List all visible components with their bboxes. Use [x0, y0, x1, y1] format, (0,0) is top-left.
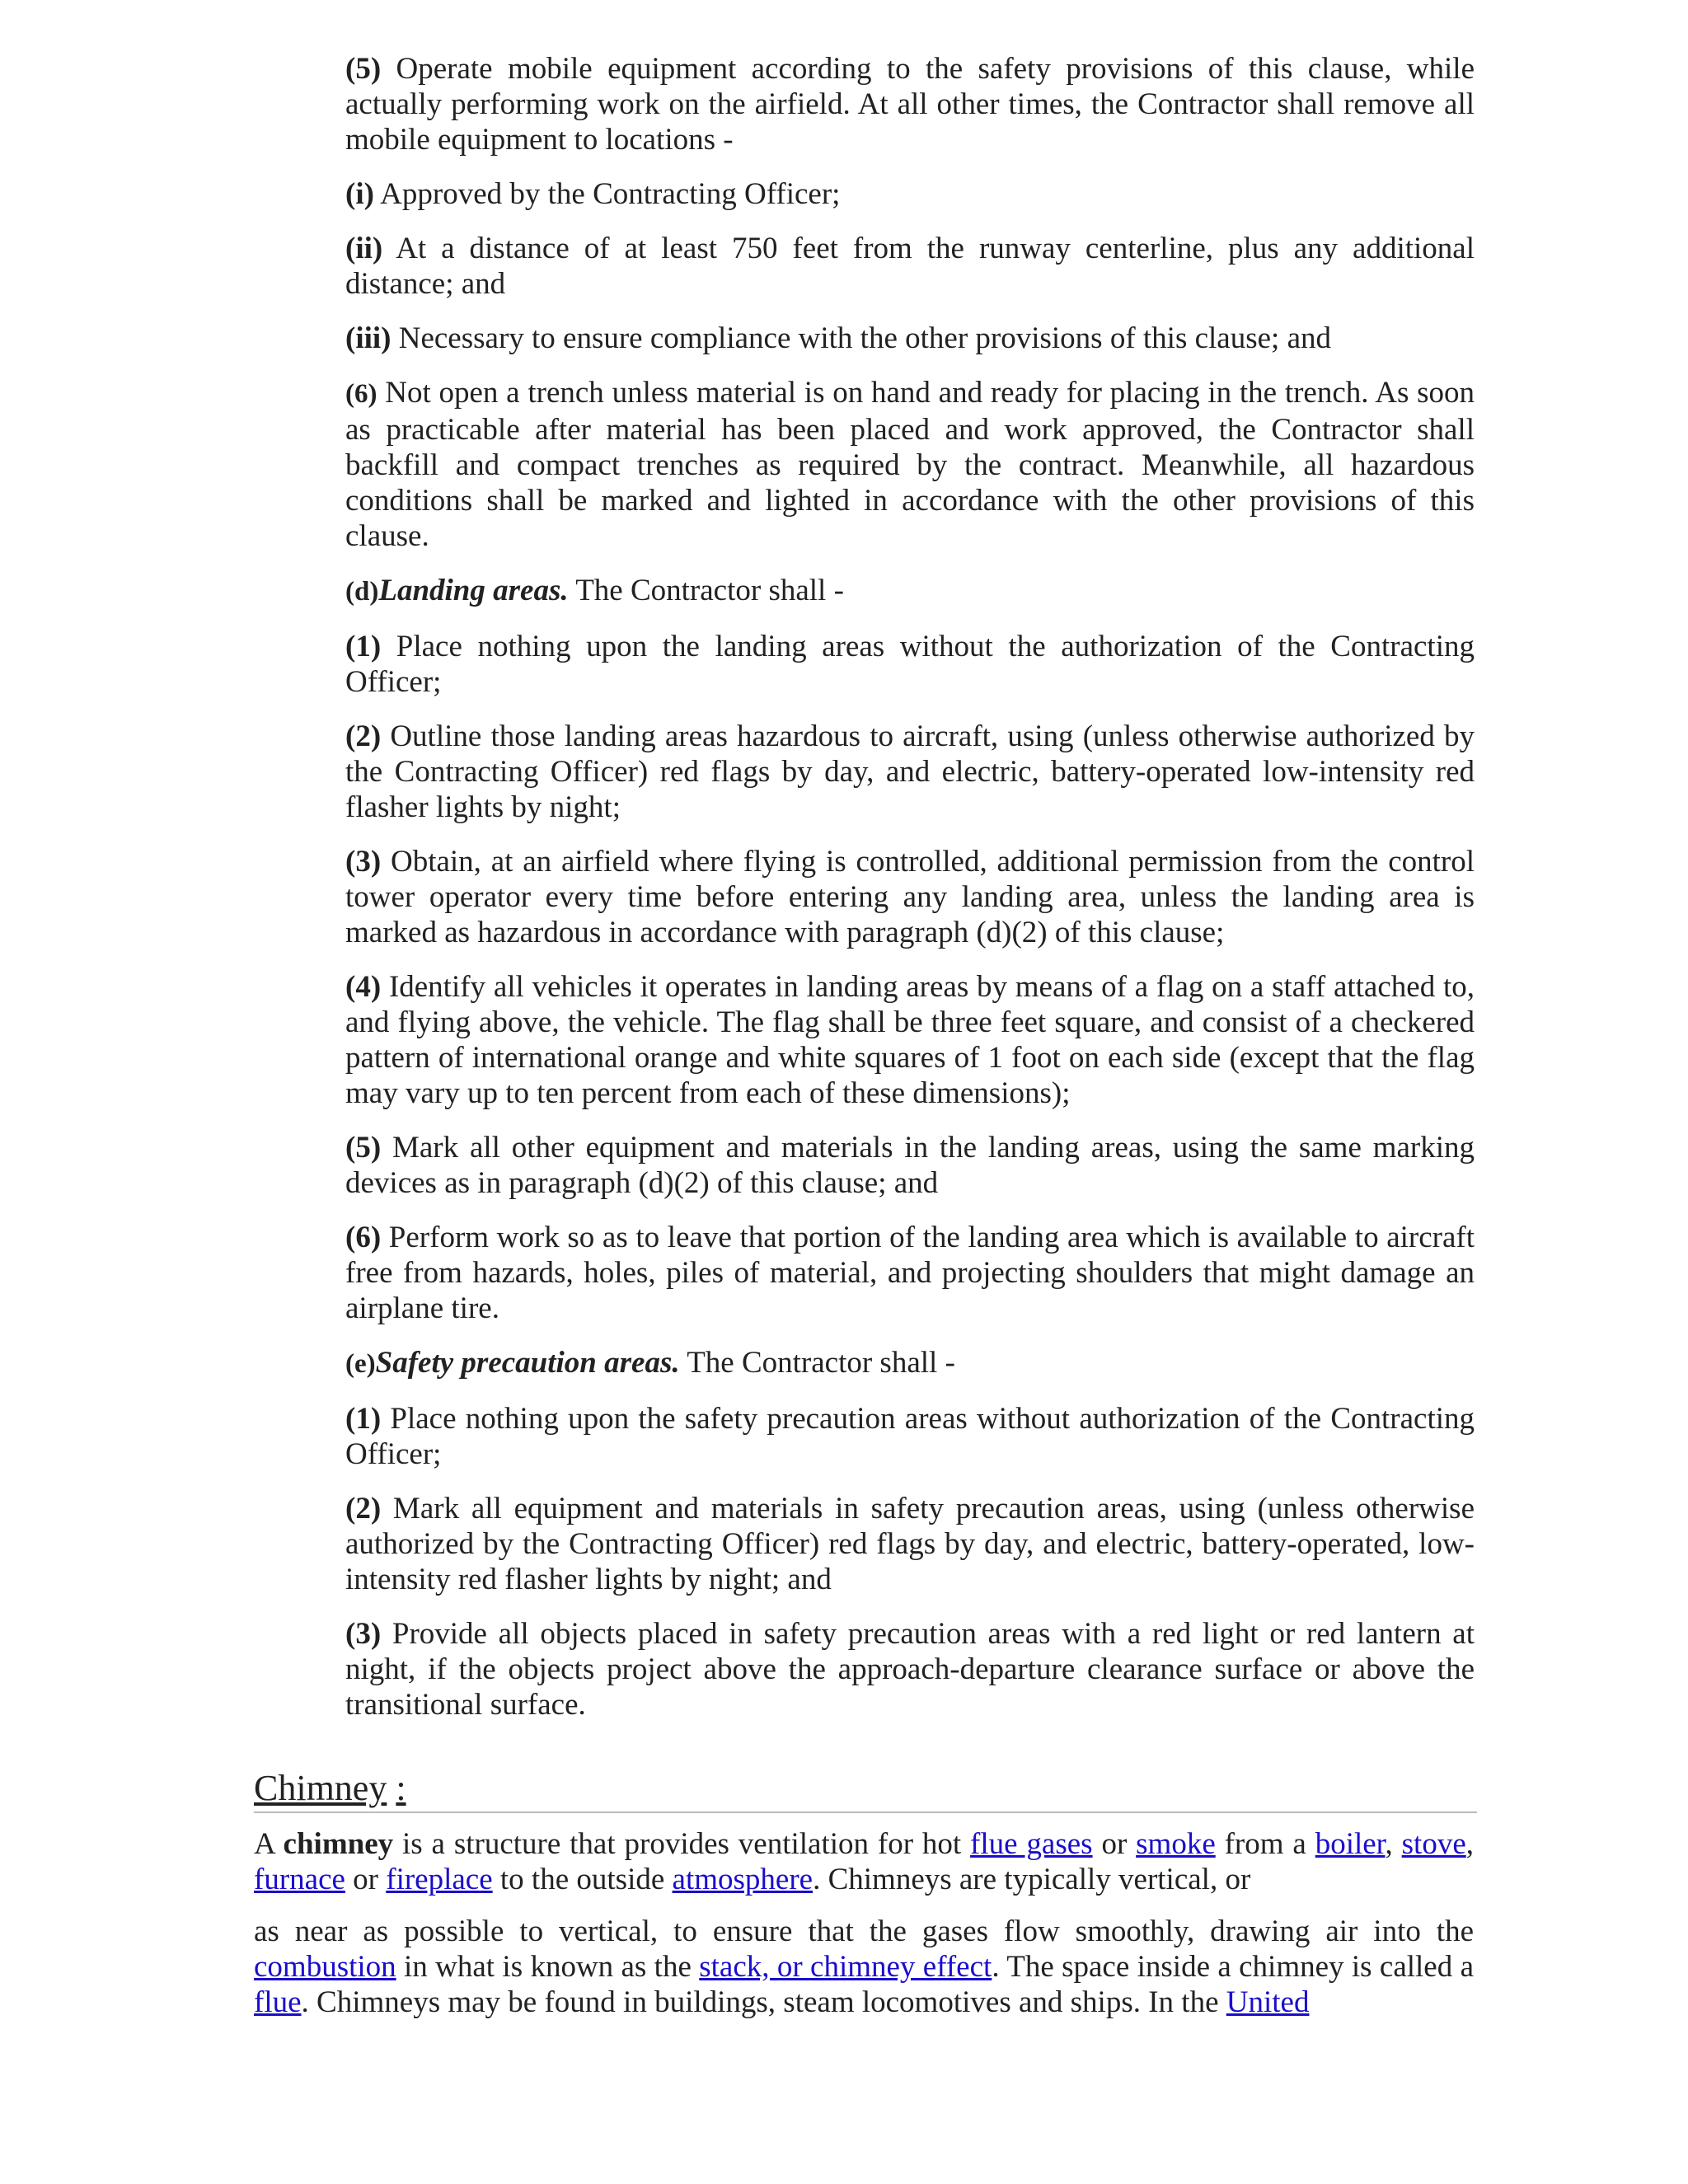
section-letter: (e): [345, 1349, 376, 1379]
paragraph-d4: [345, 969, 1475, 1111]
text-run: . Chimneys may be found in buildings, steam locomotives and ships. In the: [301, 1985, 1226, 2019]
paragraph-text: At a distance of at least 750 feet from the runway centerline, plus any additional distance; and: [345, 232, 1475, 301]
chimney-paragraph-2: [254, 1914, 1474, 2020]
paragraph-number: (1): [345, 630, 382, 663]
paragraph-text: Necessary to ensure compliance with the other provisions of this clause; and: [398, 321, 1331, 355]
paragraph-ci: [345, 176, 1475, 212]
paragraph-d5: [345, 1130, 1475, 1201]
link-smoke[interactable]: smoke: [1136, 1827, 1216, 1861]
chimney-paragraph-1: [254, 1826, 1474, 1897]
paragraph-number: (6): [345, 379, 377, 409]
paragraph-text: Provide all objects placed in safety precaution areas with a red light or red lantern at night, if the objects project above the approach-departure clearance surface or above the transitional surface.: [345, 1617, 1475, 1722]
paragraph-d1: [345, 629, 1475, 700]
link-united[interactable]: United: [1226, 1985, 1310, 2019]
chimney-article: [254, 1826, 1474, 2036]
paragraph-e2: [345, 1491, 1475, 1597]
section-intro: The Contractor shall -: [687, 1346, 955, 1380]
link-flue[interactable]: flue: [254, 1985, 302, 2019]
paragraph-e3: [345, 1616, 1475, 1722]
paragraph-number: (2): [345, 1492, 382, 1526]
paragraph-number: (2): [345, 719, 382, 753]
paragraph-number: (6): [345, 1221, 382, 1254]
chimney-heading-text: Chimney: [254, 1768, 387, 1808]
chimney-heading-colon: :: [396, 1768, 406, 1808]
text-run: or: [1092, 1827, 1137, 1861]
paragraph-text: Obtain, at an airfield where flying is controlled, additional permission from the control tower operator every time before entering any landing area, unless the landing area is marked as hazardous in accordance with paragraph (d)(2) of this clause;: [345, 845, 1475, 949]
section-heading: Safety precaution areas.: [375, 1346, 680, 1380]
paragraph-d3: [345, 844, 1475, 950]
link-stack-effect[interactable]: stack, or chimney effect: [699, 1950, 992, 1984]
section-e-safety-precaution-areas: [345, 1345, 1475, 1382]
text-run: is a structure that provides ventilation for hot: [393, 1827, 971, 1861]
paragraph-cii: [345, 231, 1475, 302]
paragraph-number: (4): [345, 970, 382, 1004]
paragraph-number: (i): [345, 177, 374, 211]
link-combustion[interactable]: combustion: [254, 1950, 396, 1984]
text-run: ,: [1465, 1827, 1474, 1861]
paragraph-ciii: [345, 321, 1475, 356]
link-flue-gases[interactable]: flue gases: [970, 1827, 1093, 1861]
clause-text: [345, 51, 1475, 1741]
section-heading: Landing areas.: [378, 574, 569, 607]
text-run: from a: [1215, 1827, 1315, 1861]
link-furnace[interactable]: furnace: [254, 1863, 345, 1896]
text-run: . Chimneys are typically vertical, or: [813, 1863, 1251, 1896]
paragraph-e1: [345, 1401, 1475, 1472]
paragraph-text: Mark all other equipment and materials in the landing areas, using the same marking devices as in paragraph (d)(2) of this clause; and: [345, 1131, 1475, 1200]
text-run: in what is known as the: [396, 1950, 700, 1984]
paragraph-text: Identify all vehicles it operates in landing areas by means of a flag on a staff attached to, and flying above, the vehicle. The flag shall be three feet square, and consist of a checkered pattern of international orange and white squares of 1 foot on each side (except that the flag may vary up to ten percent from each of these dimensions);: [345, 970, 1475, 1110]
text-run: A: [254, 1827, 284, 1861]
text-run: or: [345, 1863, 387, 1896]
text-run: to the outside: [492, 1863, 673, 1896]
section-intro: The Contractor shall -: [575, 574, 844, 607]
paragraph-number: (3): [345, 1617, 382, 1651]
text-run: ,: [1385, 1827, 1402, 1861]
paragraph-text: Operate mobile equipment according to the safety provisions of this clause, while actually performing work on the airfield. At all other times, the Contractor shall remove all mobile equipment to locations -: [345, 52, 1475, 157]
paragraph-number: (5): [345, 1131, 382, 1165]
paragraph-number: (5): [345, 52, 382, 86]
paragraph-number: (3): [345, 845, 382, 879]
paragraph-c5: [345, 51, 1475, 157]
paragraph-text: Mark all equipment and materials in safety precaution areas, using (unless otherwise authorized by the Contracting Officer) red flags by day, and electric, battery-operated, low-intensity red flasher lights by night; and: [345, 1492, 1475, 1596]
link-stove[interactable]: stove: [1401, 1827, 1466, 1861]
section-letter: (d): [345, 577, 379, 607]
paragraph-text: Outline those landing areas hazardous to aircraft, using (unless otherwise authorized by the Contracting Officer) red flags by day, and electric, battery-operated low-intensity red flasher lights by night;: [345, 719, 1475, 824]
paragraph-d2: [345, 719, 1475, 825]
paragraph-number: (iii): [345, 321, 392, 355]
chimney-heading: [254, 1765, 1477, 1813]
paragraph-text: Place nothing upon the safety precaution areas without authorization of the Contracting Officer;: [345, 1402, 1475, 1471]
link-fireplace[interactable]: fireplace: [386, 1863, 493, 1896]
paragraph-text: Approved by the Contracting Officer;: [380, 177, 841, 211]
section-d-landing-areas: [345, 573, 1475, 610]
link-boiler[interactable]: boiler: [1315, 1827, 1386, 1861]
paragraph-text: Perform work so as to leave that portion of the landing area which is available to aircraft free from hazards, holes, piles of material, and projecting shoulders that might damage an airplane tire.: [345, 1221, 1475, 1325]
text-run: as near as possible to vertical, to ensure that the gases flow smoothly, drawing air into the: [254, 1915, 1474, 1948]
paragraph-text: Place nothing upon the landing areas without the authorization of the Contracting Officer;: [345, 630, 1475, 699]
paragraph-number: (ii): [345, 232, 383, 265]
paragraph-text: Not open a trench unless material is on hand and ready for placing in the trench. As soon as practicable after material has been placed and work approved, the Contractor shall backfill and compact trenches as required by the contract. Meanwhile, all hazardous conditions shall be marked and lighted in accordance with the other provisions of this clause.: [345, 376, 1475, 553]
link-atmosphere[interactable]: atmosphere: [672, 1863, 814, 1896]
paragraph-d6: [345, 1220, 1475, 1326]
paragraph-c6: [345, 375, 1475, 554]
text-run: . The space inside a chimney is called a: [992, 1950, 1475, 1984]
term-chimney: chimney: [283, 1827, 394, 1861]
paragraph-number: (1): [345, 1402, 382, 1436]
